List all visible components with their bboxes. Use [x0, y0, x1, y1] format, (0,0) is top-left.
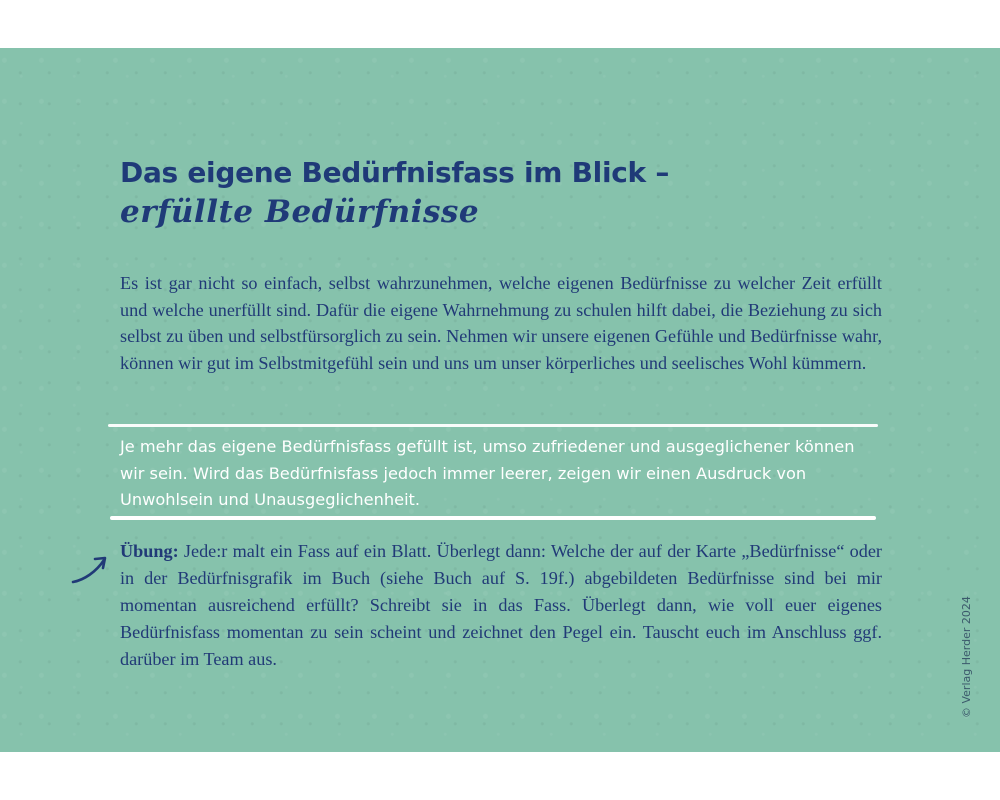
arrow-right-up-icon — [70, 552, 112, 586]
card-subtitle: erfüllte Bedürfnisse — [120, 194, 480, 230]
card-title: Das eigene Bedürfnisfass im Blick – — [120, 156, 670, 189]
brush-divider-bottom — [110, 516, 876, 520]
card — [0, 48, 1000, 752]
brush-divider-top — [108, 424, 878, 427]
intro-paragraph: Es ist gar nicht so einfach, selbst wahrzunehmen, welche eigenen Bedürfnisse zu welcher Zeit erfüllt und welche unerfüllt sind. Dafür die eigene Wahrnehmung zu schulen hilft dabei, die Beziehung zu sich selbst zu üben und selbstfürsorglich zu sein. Nehmen wir unsere eigenen Gefühle und Bedürfnisse wahr, können wir gut im Selbstmitgefühl sein und uns um unser körperliches und seelisches Wohl kümmern. — [120, 273, 882, 373]
exercise-text: Jede:r malt ein Fass auf ein Blatt. Überlegt dann: Welche der auf der Karte „Bedürfnisse“ oder in der Bedürfnisgrafik im Buch (siehe Buch auf S. 19f.) abgebildeten Bedürfnisse sind bei mir momentan ausreichend erfüllt? Schreibt sie in das Fass. Überlegt dann, wie voll euer eigenes Bedürfnisfass momentan zu sein scheint und zeichnet den Pegel ein. Tauscht euch im Anschluss ggf. darüber im Team aus. — [120, 541, 882, 669]
copyright-notice: © Verlag Herder 2024 — [960, 596, 973, 718]
exercise-paragraph — [120, 538, 882, 673]
exercise-label: Übung: — [120, 541, 179, 561]
highlight-text: Je mehr das eigene Bedürfnisfass gefüllt ist, umso zufriedener und ausgeglichener können wir sein. Wird das Bedürfnisfass jedoch immer leerer, zeigen wir einen Ausdruck von Unwohlsein und Unausgeglichenheit. — [120, 437, 855, 509]
